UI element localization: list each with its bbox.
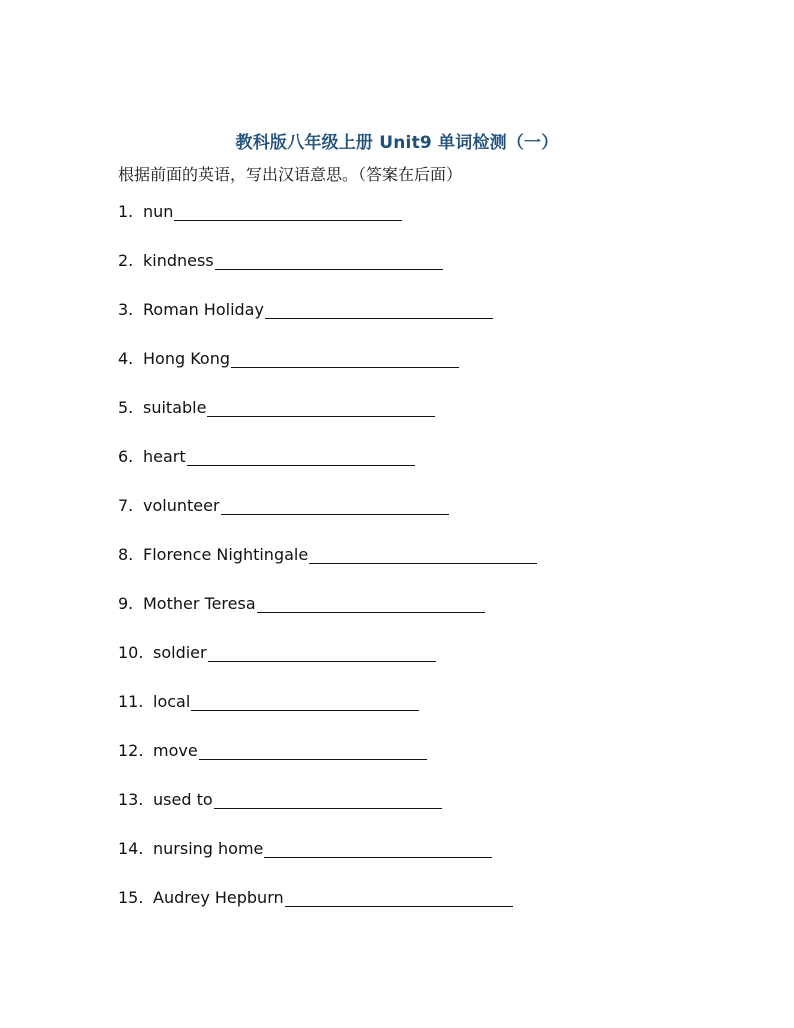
item-number: 14. bbox=[118, 839, 144, 858]
list-item bbox=[118, 790, 537, 839]
item-number: 4. bbox=[118, 349, 134, 368]
item-number: 10. bbox=[118, 643, 144, 662]
list-item bbox=[118, 202, 537, 251]
instruction-text: 根据前面的英语，写出汉语意思。（答案在后面） bbox=[118, 165, 463, 184]
item-number: 1. bbox=[118, 202, 134, 221]
item-word: Florence Nightingale bbox=[143, 545, 309, 564]
item-word: local bbox=[153, 692, 191, 711]
answer-blank[interactable] bbox=[221, 496, 449, 515]
list-item bbox=[118, 300, 537, 349]
answer-blank[interactable] bbox=[207, 398, 435, 417]
list-item bbox=[118, 349, 537, 398]
page-title: 教科版八年级上册 Unit9 单词检测（一） bbox=[235, 133, 559, 153]
answer-blank[interactable] bbox=[309, 545, 537, 564]
item-number: 7. bbox=[118, 496, 134, 515]
answer-blank[interactable] bbox=[231, 349, 459, 368]
list-item bbox=[118, 839, 537, 888]
list-item bbox=[118, 398, 537, 447]
answer-blank[interactable] bbox=[174, 202, 402, 221]
item-word: move bbox=[153, 741, 198, 760]
item-number: 3. bbox=[118, 300, 134, 319]
item-number: 15. bbox=[118, 888, 144, 907]
answer-blank[interactable] bbox=[191, 692, 419, 711]
item-number: 8. bbox=[118, 545, 134, 564]
item-word: Hong Kong bbox=[143, 349, 230, 368]
item-number: 9. bbox=[118, 594, 134, 613]
answer-blank[interactable] bbox=[264, 839, 492, 858]
answer-blank[interactable] bbox=[257, 594, 485, 613]
list-item bbox=[118, 496, 537, 545]
item-word: soldier bbox=[153, 643, 207, 662]
answer-blank[interactable] bbox=[199, 741, 427, 760]
list-item bbox=[118, 251, 537, 300]
item-number: 6. bbox=[118, 447, 134, 466]
answer-blank[interactable] bbox=[208, 643, 436, 662]
list-item bbox=[118, 447, 537, 496]
item-word: volunteer bbox=[143, 496, 220, 515]
answer-blank[interactable] bbox=[187, 447, 415, 466]
item-word: nursing home bbox=[153, 839, 264, 858]
item-number: 13. bbox=[118, 790, 144, 809]
item-word: suitable bbox=[143, 398, 207, 417]
item-word: heart bbox=[143, 447, 186, 466]
list-item bbox=[118, 692, 537, 741]
list-item bbox=[118, 594, 537, 643]
item-word: kindness bbox=[143, 251, 214, 270]
item-number: 5. bbox=[118, 398, 134, 417]
list-item bbox=[118, 643, 537, 692]
list-item bbox=[118, 888, 537, 937]
item-word: Roman Holiday bbox=[143, 300, 264, 319]
item-word: Audrey Hepburn bbox=[153, 888, 284, 907]
item-number: 12. bbox=[118, 741, 144, 760]
list-item bbox=[118, 741, 537, 790]
item-word: nun bbox=[143, 202, 174, 221]
list-item bbox=[118, 545, 537, 594]
answer-blank[interactable] bbox=[265, 300, 493, 319]
item-number: 11. bbox=[118, 692, 144, 711]
answer-blank[interactable] bbox=[285, 888, 513, 907]
item-word: used to bbox=[153, 790, 213, 809]
item-number: 2. bbox=[118, 251, 134, 270]
vocabulary-list bbox=[118, 202, 537, 937]
item-word: Mother Teresa bbox=[143, 594, 256, 613]
answer-blank[interactable] bbox=[214, 790, 442, 809]
answer-blank[interactable] bbox=[215, 251, 443, 270]
